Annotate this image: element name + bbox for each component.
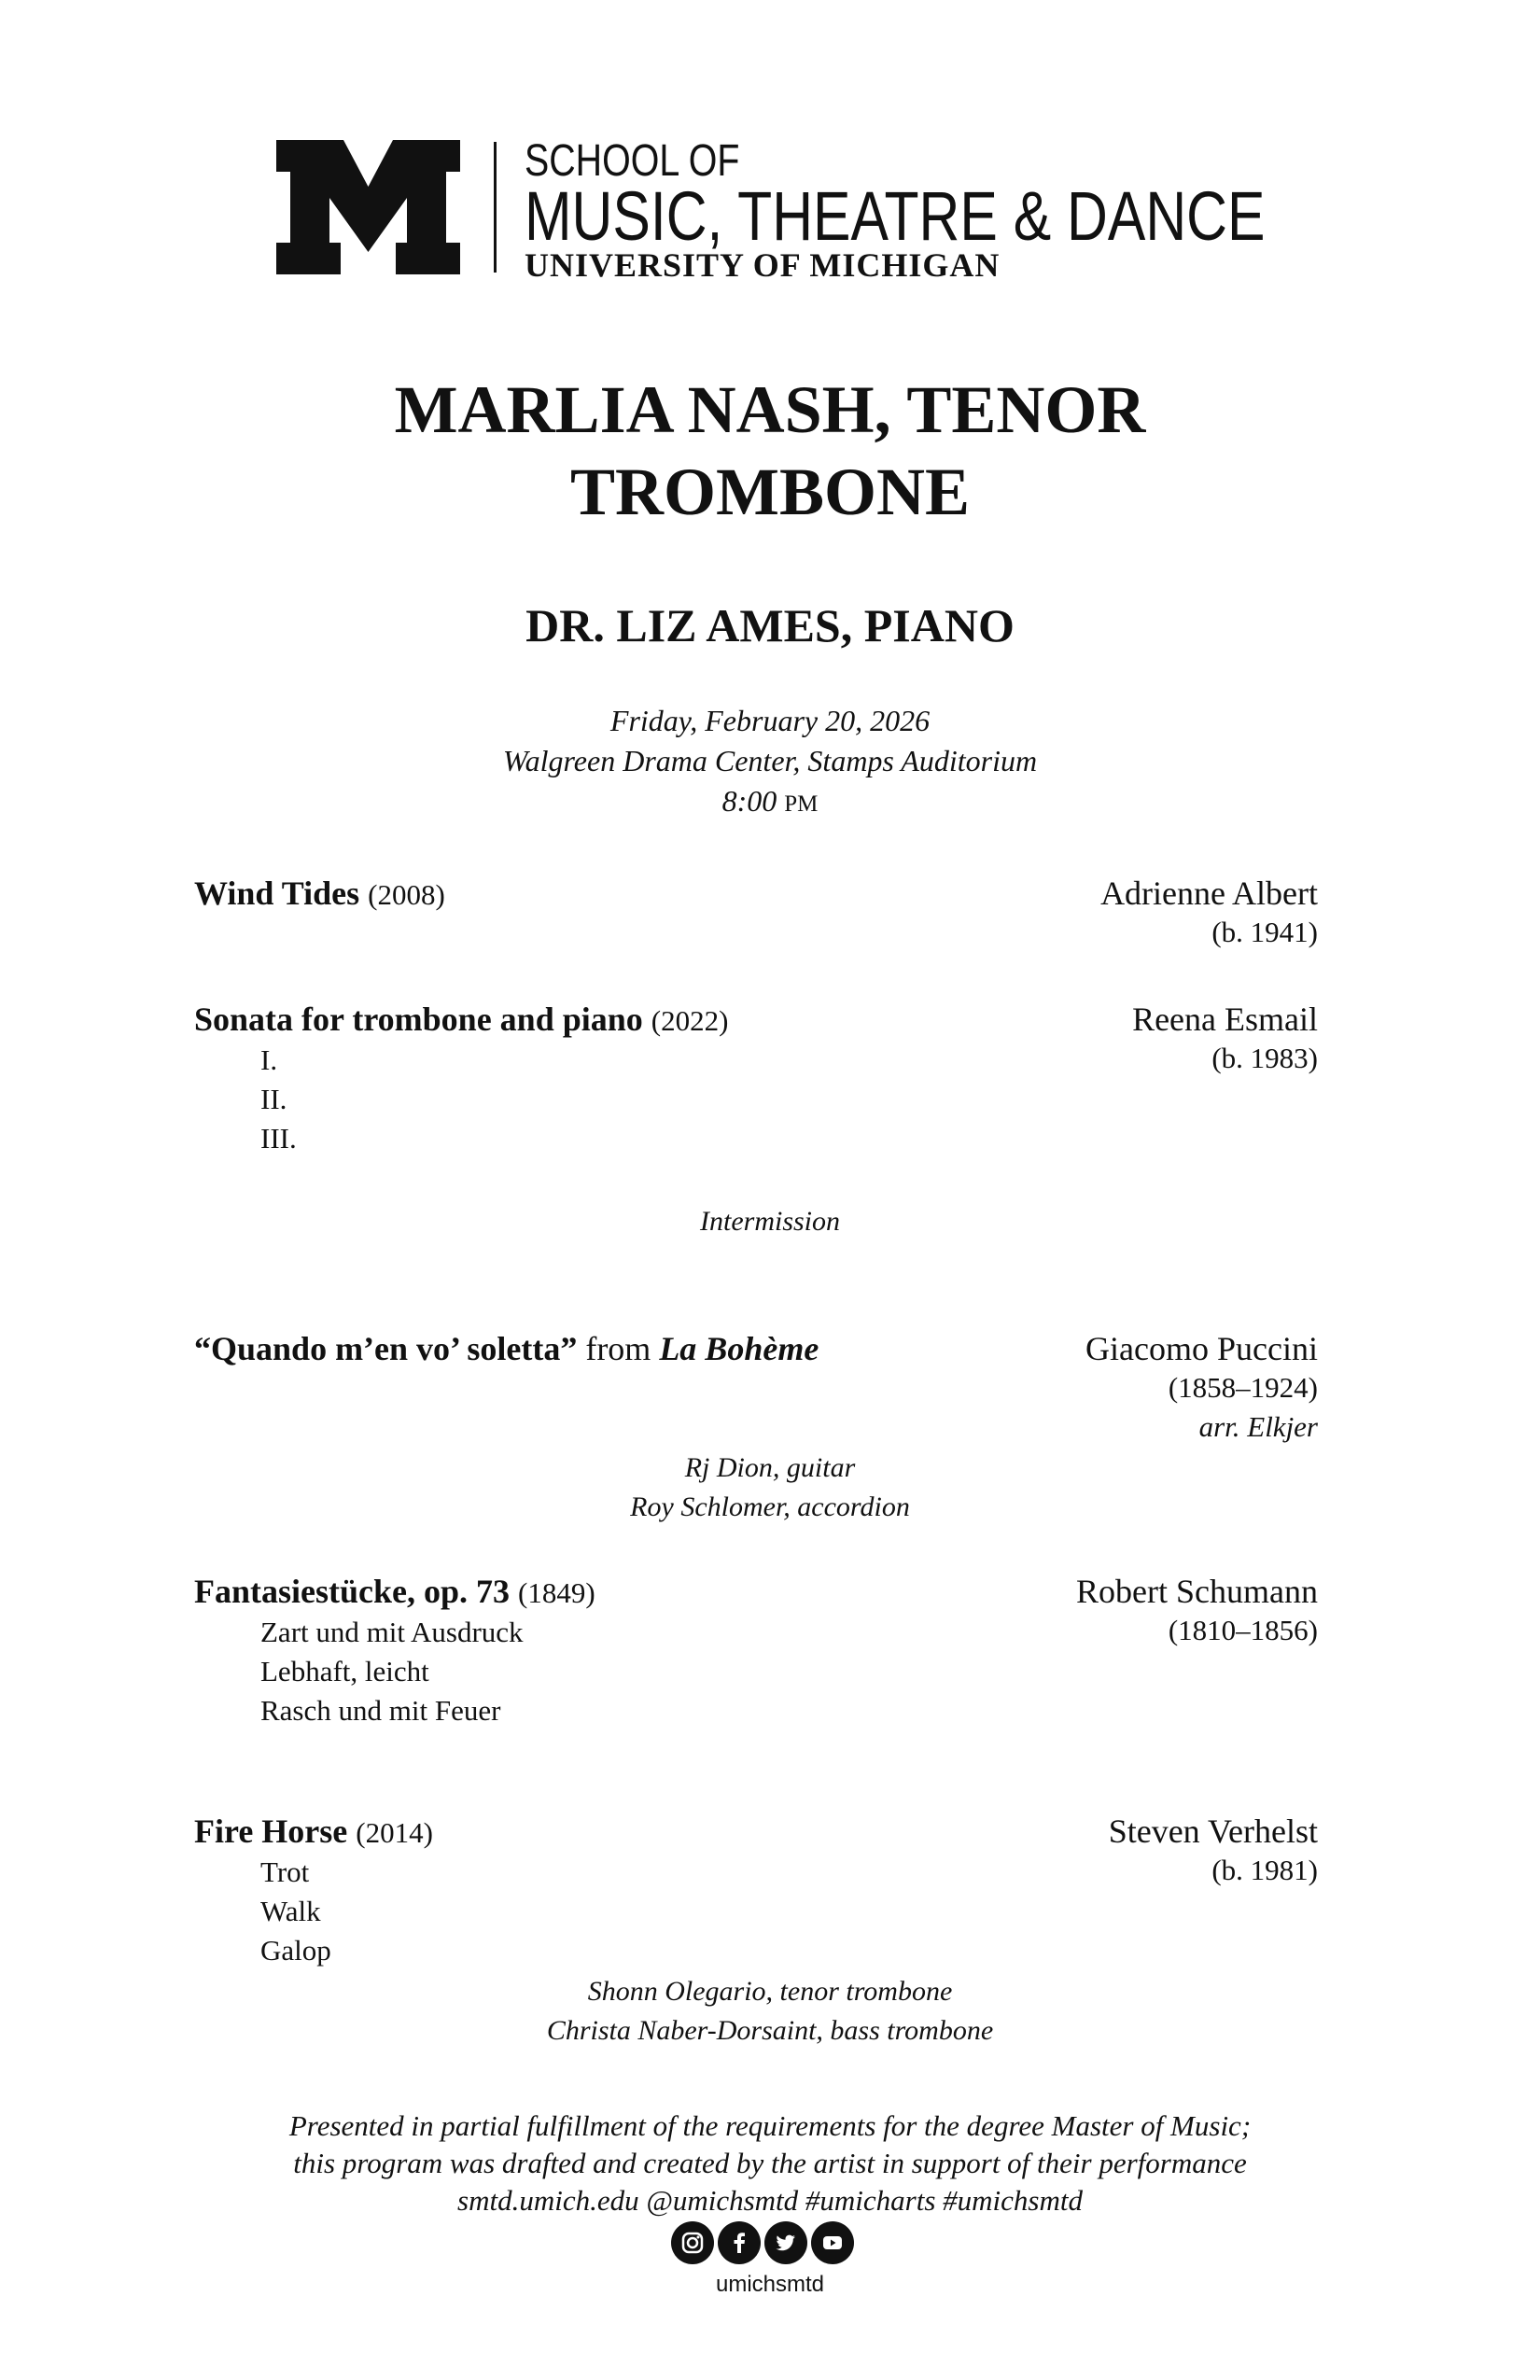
composer-block xyxy=(1085,1329,1318,1447)
movement: Rasch und mit Feuer xyxy=(260,1694,501,1727)
arranger: arr. Elkjer xyxy=(1198,1410,1318,1443)
logo-divider xyxy=(494,142,497,273)
footer-line-2: this program was drafted and created by the artist in support of their performance xyxy=(293,2147,1247,2179)
piece-title-row xyxy=(194,1572,595,1730)
movement: Trot xyxy=(260,1855,310,1888)
logo-line-2: MUSIC, THEATRE & DANCE xyxy=(525,177,1266,255)
composer-block xyxy=(1132,1000,1318,1078)
piece-title-row xyxy=(194,1812,433,1970)
composer-block xyxy=(1100,874,1318,952)
movement: Lebhaft, leicht xyxy=(260,1655,429,1687)
composer-dates: (b. 1983) xyxy=(1211,1042,1318,1074)
piece-from: from xyxy=(585,1330,651,1367)
event-time xyxy=(0,781,1540,824)
movement: Galop xyxy=(260,1934,331,1967)
composer-dates: (b. 1941) xyxy=(1211,916,1318,948)
movement: II. xyxy=(260,1083,287,1115)
piece-title: Wind Tides xyxy=(194,875,360,912)
piece-title-row xyxy=(194,874,445,915)
instagram-icon[interactable] xyxy=(671,2221,714,2264)
piece-title-row xyxy=(194,1000,728,1158)
guest-performer: Rj Dion, guitar xyxy=(684,1452,856,1483)
composer-dates: (1810–1856) xyxy=(1168,1614,1318,1646)
composer-block xyxy=(1076,1572,1318,1650)
performer-line-1: MARLIA NASH, TENOR xyxy=(394,372,1146,447)
school-wordmark xyxy=(525,138,1428,282)
event-time-value: 8:00 xyxy=(721,784,777,818)
social-icons xyxy=(671,2221,858,2270)
guest-performer: Shonn Olegario, tenor trombone xyxy=(587,1976,953,2007)
composer-name: Giacomo Puccini xyxy=(1085,1330,1318,1367)
piece-title: Sonata for trombone and piano xyxy=(194,1001,643,1038)
guest-performer: Christa Naber-Dorsaint, bass trombone xyxy=(546,2015,994,2046)
event-time-ampm: PM xyxy=(784,791,819,817)
piece-year: (2014) xyxy=(356,1816,433,1849)
piece-year: (1849) xyxy=(518,1576,595,1609)
footer-line-3: smtd.umich.edu @umichsmtd #umicharts #umichsmtd xyxy=(457,2184,1083,2217)
composer-name: Adrienne Albert xyxy=(1100,875,1318,912)
composer-name: Steven Verhelst xyxy=(1108,1813,1318,1850)
movement: Walk xyxy=(260,1895,321,1927)
piece-year: (2008) xyxy=(368,878,445,911)
social-handle: umichsmtd xyxy=(715,2272,825,2297)
movement: I. xyxy=(260,1043,278,1076)
logo-line-3: UNIVERSITY OF MICHIGAN xyxy=(525,246,1001,284)
composer-block xyxy=(1109,1812,1318,1890)
university-m-logo-icon xyxy=(276,140,460,274)
composer-dates: (1858–1924) xyxy=(1168,1371,1318,1404)
composer-name: Robert Schumann xyxy=(1076,1573,1318,1610)
piece-year: (2022) xyxy=(651,1004,729,1037)
movement: Zart und mit Ausdruck xyxy=(260,1616,524,1648)
facebook-icon[interactable] xyxy=(718,2221,761,2264)
composer-name: Reena Esmail xyxy=(1132,1001,1318,1038)
twitter-icon[interactable] xyxy=(764,2221,807,2264)
piece-title-row xyxy=(194,1329,819,1368)
guest-performer: Roy Schlomer, accordion xyxy=(630,1491,910,1522)
intermission-label: Intermission xyxy=(700,1206,840,1237)
event-venue: Walgreen Drama Center, Stamps Auditorium xyxy=(502,744,1038,777)
piece-title: Fire Horse xyxy=(194,1813,348,1850)
collaborator-heading: DR. LIZ AMES, PIANO xyxy=(525,599,1015,651)
composer-dates: (b. 1981) xyxy=(1211,1854,1318,1886)
piece-title: Fantasiestücke, op. 73 xyxy=(194,1573,511,1610)
logo-line-1: SCHOOL OF xyxy=(525,136,740,186)
performer-line-2: TROMBONE xyxy=(569,455,971,529)
youtube-icon[interactable] xyxy=(811,2221,854,2264)
piece-title: “Quando m’en vo’ soletta” xyxy=(194,1330,578,1367)
footer-line-1: Presented in partial fulfillment of the requirements for the degree Master of Music; xyxy=(288,2109,1252,2142)
opera-title: La Bohème xyxy=(659,1330,819,1367)
event-date: Friday, February 20, 2026 xyxy=(609,704,931,737)
performer-heading xyxy=(0,369,1540,533)
movement: III. xyxy=(260,1122,297,1155)
